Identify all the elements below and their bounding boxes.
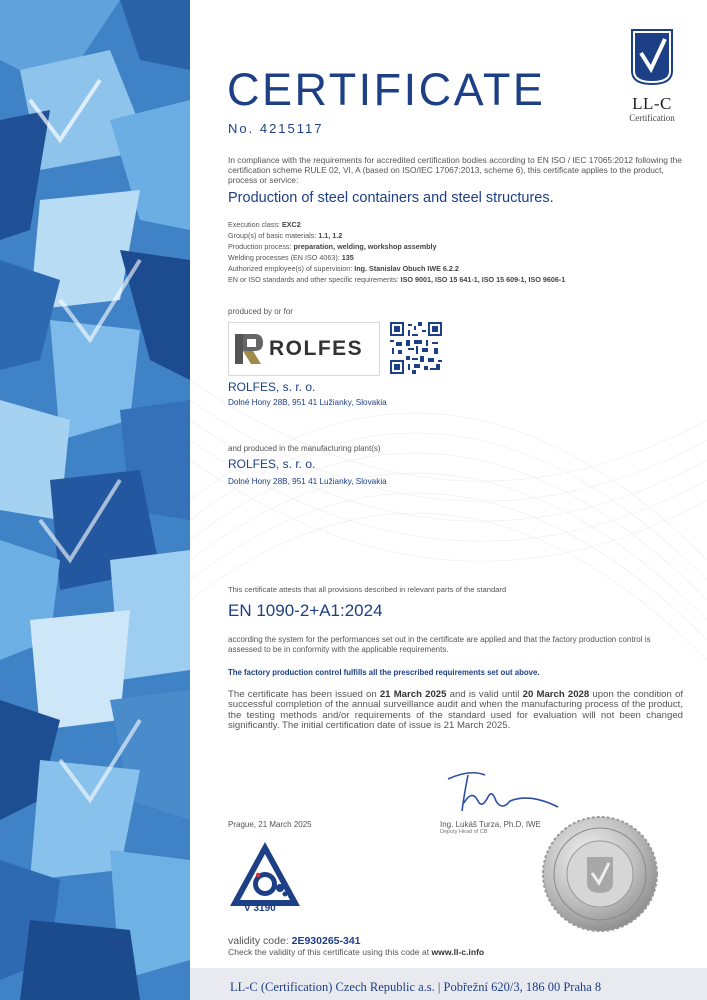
certificate-title: CERTIFICATE <box>227 64 546 115</box>
detail-value: 135 <box>341 252 354 262</box>
validity-check-line <box>228 947 484 957</box>
compliance-text: In compliance with the requirements for accredited certification bodies according to EN ISO / IEC 17065:2012 following the certification scheme RULE 02, VI, A (based on ISO/IEC 17067:2013, scheme 6), this certificate applies to the product, process or service: <box>228 155 682 185</box>
company-logo-text: ROLFES <box>269 337 364 360</box>
embossed-seal <box>541 815 659 933</box>
detail-row <box>228 231 698 242</box>
detail-label: Welding processes (EN ISO 4063): <box>228 252 342 262</box>
details-list <box>228 220 698 285</box>
qr-code[interactable] <box>390 322 442 374</box>
detail-value: ISO 9001, ISO 15 641-1, ISO 15 609-1, ISO 9606-1 <box>400 274 566 284</box>
detail-row <box>228 242 698 253</box>
signer-role: Deputy Head of CB <box>440 829 488 835</box>
signature <box>440 767 560 817</box>
detail-value: preparation, welding, workshop assembly <box>293 241 437 251</box>
check-text: Check the validity of this certificate using this code at <box>228 947 432 957</box>
detail-value: Ing. Stanislav Obuch IWE 6.2.2 <box>354 263 459 273</box>
issued-text-2: and is valid until <box>446 689 523 700</box>
plant-name: ROLFES, s. r. o. <box>228 457 316 471</box>
detail-row <box>228 253 698 264</box>
rolfes-mark-icon <box>233 332 267 366</box>
logo-name: LL-C <box>632 94 672 113</box>
detail-row <box>228 264 698 275</box>
attests-text: This certificate attests that all provisions described in relevant parts of the standard <box>228 585 507 594</box>
detail-label: Authorized employee(s) of supervision: <box>228 263 355 273</box>
detail-label: Production process: <box>228 241 294 251</box>
signer-name: Ing. Lukáš Turza, Ph.D, IWE <box>440 820 541 829</box>
plant-label: and produced in the manufacturing plant(s) <box>228 444 381 453</box>
valid-until-date: 20 March 2028 <box>522 689 590 700</box>
producer-name: ROLFES, s. r. o. <box>228 380 316 394</box>
issuance-paragraph <box>228 690 683 731</box>
detail-value: EXC2 <box>281 220 301 229</box>
fpc-statement: The factory production control fulfills all the prescribed requirements set out above. <box>228 668 540 677</box>
issue-date: 21 March 2025 <box>379 689 447 700</box>
detail-label: Execution class: <box>228 220 282 229</box>
footer-bar <box>190 968 707 1000</box>
company-logo <box>228 322 380 376</box>
product-title: Production of steel containers and steel structures. <box>228 190 554 206</box>
validity-code: 2E930265-341 <box>291 935 361 947</box>
footer-text: LL-C (Certification) Czech Republic a.s. | Pobřežní 620/3, 186 00 Praha 8 <box>230 980 602 994</box>
validity-url[interactable]: www.ll-c.info <box>431 947 485 957</box>
validity-label: validity code: <box>228 935 292 947</box>
issued-text-3: upon the condition of successful completion of the annual surveillance audit and when the manufacturing process of the product, the testing methods and/or requirements of the standard used for evaluation will not been changed significantly. The initial certification date of issue is 21 March 2025. <box>228 689 684 731</box>
decorative-side-panel <box>0 0 190 1000</box>
issued-text-1: The certificate has been issued on <box>228 689 380 700</box>
accreditation-number: V 3190 <box>244 903 276 914</box>
producer-address: Dolné Hony 28B, 951 41 Lužianky, Slovakia <box>228 398 387 407</box>
detail-label: Group(s) of basic materials: <box>228 230 319 240</box>
detail-row <box>228 220 698 231</box>
standard-name: EN 1090-2+A1:2024 <box>228 601 383 620</box>
checkmark-shield-icon <box>627 27 677 87</box>
place-date: Prague, 21 March 2025 <box>228 820 312 829</box>
certificate-number: No. 4215117 <box>228 121 324 136</box>
produced-by-label: produced by or for <box>228 307 293 316</box>
according-text: according the system for the performances set out in the certificate are applied and that the factory production control is assessed to be in conformity with the applicable requirements. <box>228 635 651 654</box>
validity-code-line <box>228 935 361 947</box>
detail-value: 1.1, 1.2 <box>318 230 343 240</box>
logo-subtitle: Certification <box>629 113 675 123</box>
detail-row <box>228 275 698 286</box>
plant-address: Dolné Hony 28B, 951 41 Lužianky, Slovakia <box>228 477 387 486</box>
llc-logo <box>623 27 681 123</box>
detail-label: EN or ISO standards and other specific requirements: <box>228 274 401 284</box>
